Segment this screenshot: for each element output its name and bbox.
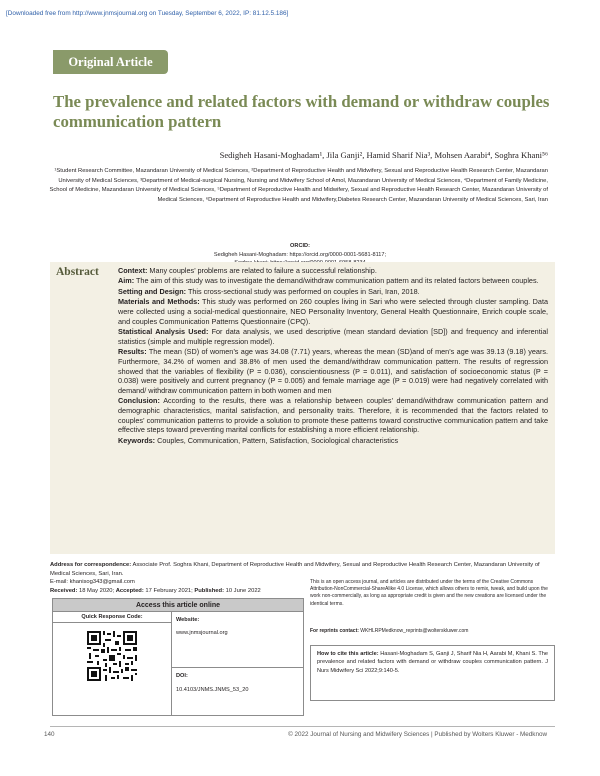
page-number: 140: [44, 731, 55, 738]
abstract-results: [118, 347, 548, 395]
license-text: This is an open access journal, and articles are distributed under the terms of the Creative Commons Attribution-NonCommercial-ShareAlike 4.0 License, which allows others to remix, tweak, and build upon the work non-commercially, as long as appropriate credit is given and the new creations are licensed under the identical terms.: [310, 579, 548, 607]
published-label: Published:: [194, 587, 225, 594]
doi-link[interactable]: 10.4103/JNMS.JNMS_53_20: [176, 687, 249, 693]
orcid-heading: ORCID:: [290, 243, 310, 249]
doi-label: DOI:: [176, 673, 188, 679]
copyright: © 2022 Journal of Nursing and Midwifery Sciences | Published by Wolters Kluwer - Medknow: [288, 731, 547, 738]
article-title: The prevalence and related factors with demand or withdraw couples communication pattern: [53, 92, 550, 131]
conclusion-label: Conclusion:: [118, 396, 160, 406]
keywords-label: Keywords:: [118, 435, 156, 445]
conclusion-text: According to the results, there was a relationship between couples’ demand/withdraw communication pattern and demographic characteristics, marital satisfaction, and personality traits. Therefore, it is recommended that the factors related to couples’ communication patterns to provide a solution to promote these patterns toward constructive communication pattern and take effective steps toward preventing marital conflicts for establishing a more efficient relationship.: [118, 396, 548, 435]
cite-text: Hasani-Moghadam S, Ganji J, Sharif Nia H, Aarabi M, Khani S. The prevalence and related factors with demand or withdraw couples communication pattern. J Nurs Midwifery Sci 2022;9:140-5.: [317, 651, 548, 674]
article-type-badge: Original Article: [53, 50, 168, 74]
author-list: Sedigheh Hasani-Moghadam¹, Jila Ganji², Hamid Sharif Nia³, Mohsen Aarabi⁴, Soghra Khani⁵⁶: [219, 150, 548, 160]
reprints-label: For reprints contact:: [310, 628, 359, 634]
correspondence-label: Address for correspondence:: [50, 562, 132, 568]
received-date: 18 May 2020;: [77, 587, 116, 594]
abstract-aim: [118, 276, 548, 286]
abstract-keywords: [118, 436, 548, 446]
qr-label: Quick Response Code:: [53, 612, 171, 623]
access-online-box: [52, 598, 304, 716]
setting-text: This cross-sectional study was performed on couples in Sari, Iran, 2018.: [186, 286, 420, 296]
website-label: Website:: [176, 617, 200, 623]
download-notice: [Downloaded free from http://www.jnmsjournal.org on Tuesday, September 6, 2022, IP: 81.12.5.186]: [6, 10, 289, 17]
context-text: Many couples’ problems are related to failure a successful relationship.: [147, 266, 377, 275]
orcid-line[interactable]: Sedigheh Hasani-Moghadam: https://orcid.org/0000-0001-5681-8117;: [213, 251, 387, 258]
published-date: 10 June 2022: [224, 587, 261, 594]
keywords-text: Couples, Communication, Pattern, Satisfaction, Sociological characteristics: [155, 435, 399, 445]
aim-label: Aim:: [118, 276, 135, 286]
methods-label: Materials and Methods:: [118, 297, 200, 307]
abstract-methods: [118, 297, 548, 326]
abstract-body: [118, 266, 548, 446]
access-heading: Access this article online: [53, 599, 303, 612]
reprints-line: [310, 628, 468, 634]
abstract-context: [118, 266, 548, 276]
setting-label: Setting and Design:: [118, 286, 187, 296]
results-label: Results:: [118, 347, 147, 357]
reprints-contact[interactable]: WKHLRPMedknow_reprints@wolterskluwer.com: [358, 628, 469, 634]
abstract-stats: [118, 327, 548, 346]
correspondence-text: Associate Prof. Soghra Khani, Department of Reproductive Health and Midwifery, Sexual and Reproductive Health Research Center, Mazandaran University of Medical Sciences, Sari, Iran.: [50, 562, 540, 577]
results-text: The mean (SD) of women’s age was 34.08 (7.71) years, whereas the mean (SD)and of men’s age was 39.13 (9.18) years. Furthermore, 34.2% of women and 38.8% of men used the demand/withdraw communication pattern. The results of regression showed that the variables of flexibility (P = 0.036), conscientiousness (P = 0.011), and satisfaction of socioeconomic status (P = 0.038) were positively and current pregnancy (P = 0.005) and female marriage age (P = 0.019) were had negatively correlated with demand/ withdraw communication pattern in both women and men: [118, 347, 548, 395]
correspondence-email[interactable]: E-mail: khanisog343@gmail.com: [50, 579, 135, 586]
affiliations: ¹Student Research Committee, Mazandaran University of Medical Sciences, ²Department of Reproductive Health and Midwifery, Sexual and Reproductive Health Research Center, Mazandaran University of Medical Sciences, ³Department of Medical-surgical Nursing, Nursing and Midwifery School of Amol, Mazandaran University of Medical Sciences, ⁴Department of Family Medicine, School of Medicine, Mazandaran University of Medical Sciences, ⁵Department of Reproductive Health and Midwifery, Sexual and Reproductive Health Research Center, Mazandaran University of Medical Sciences, ⁶Department of Reproductive Health and Midwifery,Diabetes Research Center, Mazandaran University of Medical Sciences, Sari, Iran: [49, 168, 548, 203]
aim-text: The aim of this study was to investigate the demand/withdraw communication pattern and its related factors between couples.: [134, 276, 539, 286]
stats-label: Statistical Analysis Used:: [118, 327, 209, 337]
abstract-heading: Abstract: [56, 266, 99, 278]
stats-text: For data analysis, we used descriptive (mean standard deviation [SD]) and frequency and inferential statistics (simple and multiple regression model).: [118, 327, 548, 346]
abstract-conclusion: [118, 396, 548, 435]
website-link[interactable]: www.jnmsjournal.org: [176, 630, 228, 636]
methods-text: This study was performed on 260 couples living in Sari who were selected through cluster sampling. Data were collected using a social-medical questionnaire, NEO Personality Inventory, General Health Questionnaire, Enrich couple scale, and couples Communication Patterns Questionnaire (CPQ).: [118, 297, 548, 326]
cite-label: How to cite this article:: [317, 651, 379, 657]
accepted-date: 17 February 2021;: [143, 587, 195, 594]
divider: [172, 667, 303, 668]
accepted-label: Accepted:: [115, 587, 144, 594]
qr-code-icon[interactable]: [87, 631, 137, 681]
context-label: Context:: [118, 266, 148, 275]
footer-divider: [50, 726, 555, 727]
received-label: Received:: [50, 587, 78, 594]
cite-box: [310, 645, 555, 701]
abstract-setting: [118, 287, 548, 297]
